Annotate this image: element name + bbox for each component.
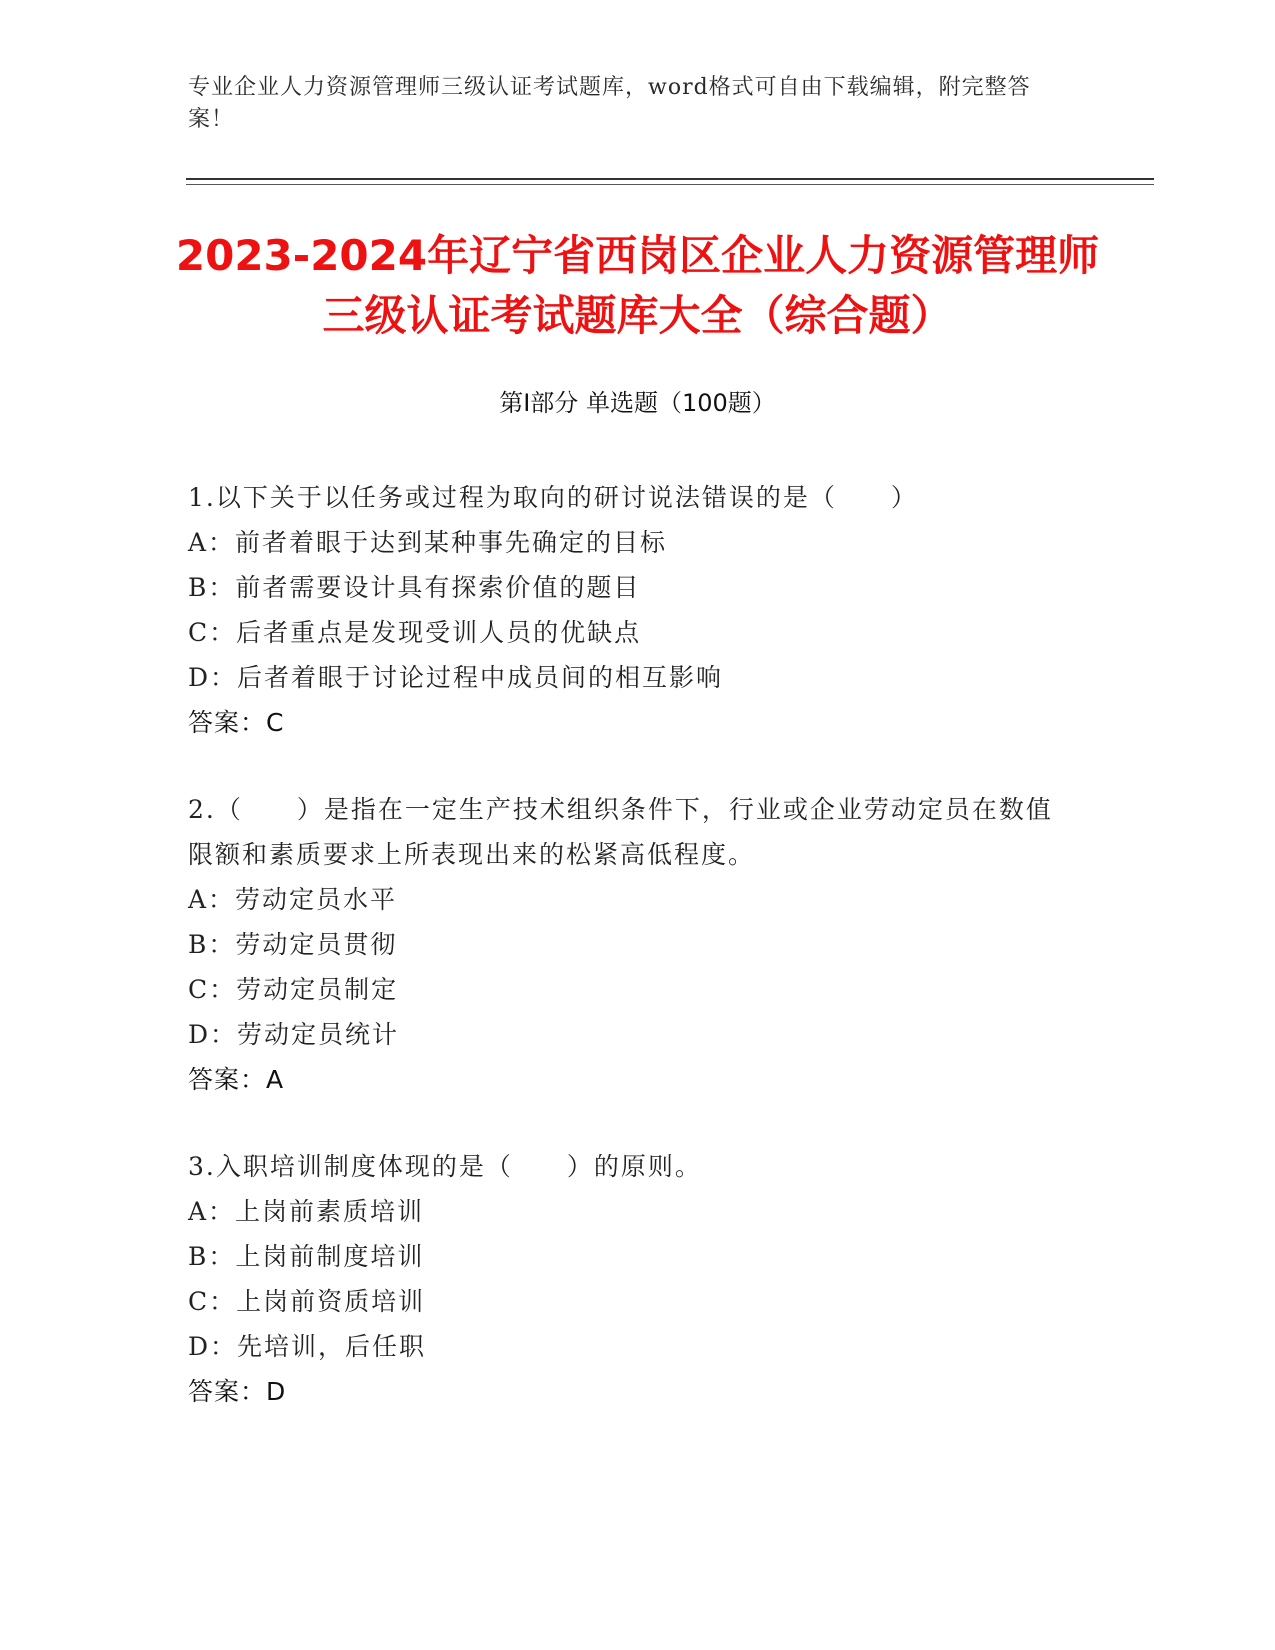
answer-line: 答案：D xyxy=(188,1377,287,1406)
question-stem: 2.（ ）是指在一定生产技术组织条件下，行业或企业劳动定员在数值限额和素质要求上所表现出来的松紧高低程度。 xyxy=(188,795,1053,869)
answer-line: 答案：C xyxy=(188,708,285,737)
document-title: 2023-2024年辽宁省西岗区企业人力资源管理师三级认证考试题库大全（综合题） xyxy=(175,231,1100,340)
option-c: C：劳动定员制定 xyxy=(188,975,399,1004)
header-divider-thin xyxy=(186,184,1154,185)
option-c: C：上岗前资质培训 xyxy=(188,1287,426,1316)
option-a: A：劳动定员水平 xyxy=(188,885,398,914)
option-d: D：后者着眼于讨论过程中成员间的相互影响 xyxy=(188,663,724,692)
question-list xyxy=(188,475,1068,1456)
section-heading: 第I部分 单选题（100题） xyxy=(499,389,776,417)
question-stem: 3.入职培训制度体现的是（ ）的原则。 xyxy=(188,1152,702,1181)
option-a: A：上岗前素质培训 xyxy=(188,1197,425,1226)
option-a: A：前者着眼于达到某种事先确定的目标 xyxy=(188,528,668,557)
header-note: 专业企业人力资源管理师三级认证考试题库，word格式可自由下载编辑，附完整答案！ xyxy=(188,75,1031,132)
answer-line: 答案：A xyxy=(188,1065,285,1094)
option-d: D：劳动定员统计 xyxy=(188,1020,400,1049)
question-2 xyxy=(188,787,1068,1102)
question-1 xyxy=(188,475,1068,745)
option-c: C：后者重点是发现受训人员的优缺点 xyxy=(188,618,642,647)
header-divider-thick xyxy=(186,178,1154,180)
option-b: B：劳动定员贯彻 xyxy=(188,930,398,959)
question-stem: 1.以下关于以任务或过程为取向的研讨说法错误的是（ ） xyxy=(188,483,918,512)
option-b: B：上岗前制度培训 xyxy=(188,1242,425,1271)
question-3 xyxy=(188,1144,1068,1414)
option-d: D：先培训，后任职 xyxy=(188,1332,427,1361)
option-b: B：前者需要设计具有探索价值的题目 xyxy=(188,573,641,602)
